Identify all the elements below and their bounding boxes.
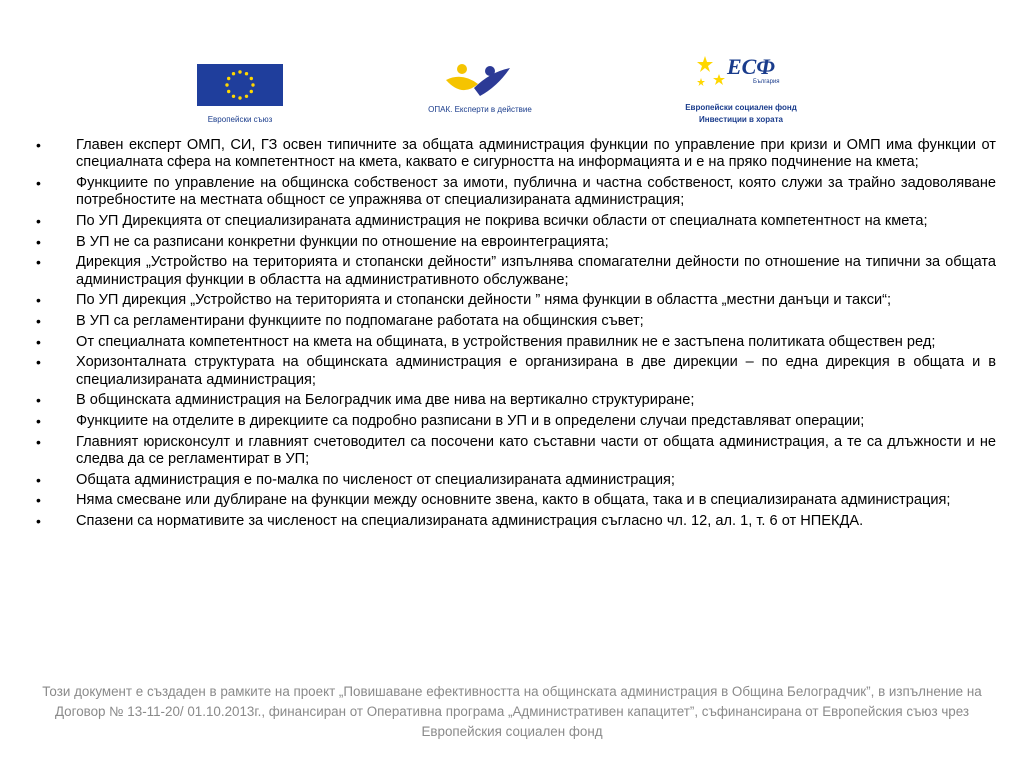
esf-logo <box>668 52 814 125</box>
esf-caption-line1: Европейски социален фонд <box>685 103 797 112</box>
bullet-text: От специалната компетентност на кмета на общината, в устройствения правилник не е застъпена политиката обществен ред; <box>76 333 936 350</box>
list-item <box>34 137 996 172</box>
list-item <box>34 313 996 330</box>
bullet-text: Функциите по управление на общинска собственост за имоти, публична и частна собственост, която служи за трайно задоволяване потребностите на местната общност се упражнява от специализираната администрация; <box>76 174 996 209</box>
list-item <box>34 413 996 430</box>
bullet-dot: • <box>36 471 41 488</box>
eu-caption: Европейски съюз <box>207 115 273 124</box>
bullet-list <box>34 137 996 534</box>
logo-header <box>0 0 1024 130</box>
bullet-text: Спазени са нормативите за численост на специализираната администрация съгласно чл. 12, ал. 1, т. 6 от НПЕКДА. <box>76 513 864 530</box>
eu-star-icon <box>250 90 253 93</box>
opak-caption: ОПАК. Експерти в действие <box>428 105 532 114</box>
esf-mark: ЕСФ <box>727 54 776 79</box>
list-item <box>34 292 996 309</box>
bullet-text: По УП Дирекцията от специализираната администрация не покрива всички области от специалната компетентност на кмета; <box>76 212 928 229</box>
list-item <box>34 492 996 509</box>
esf-sub: България <box>753 79 780 85</box>
bullet-dot: • <box>36 492 41 509</box>
eu-star-icon <box>238 96 241 99</box>
list-item <box>34 513 996 530</box>
footer-note: Този документ е създаден в рамките на проект „Повишаване ефективността на общинската администрация в Община Белоградчик”, в изпълнение на Договор № 13-11-20/ 01.10.2013г., финансиран от Оперативна програма „Административен капацитет”, съфинансирана от Европейския съюз чрез Европейския социален фонд <box>42 684 982 739</box>
bullet-text: Главен експерт ОМП, СИ, ГЗ освен типичните за общата администрация функции по управление при кризи и ОМП има функции от специалната сфера на компетентност на кмета, каквато е сигурността на информацията и е на пряко подчинение на кмета; <box>76 137 996 171</box>
bullet-dot: • <box>36 392 41 409</box>
list-item <box>34 354 996 389</box>
list-item <box>34 254 996 289</box>
eu-star-icon <box>232 72 235 75</box>
esf-caption-line2: Инвестиции в хората <box>699 115 783 124</box>
eu-flag-icon <box>197 64 283 106</box>
opak-logo <box>405 58 555 115</box>
bullet-dot: • <box>36 212 41 229</box>
list-item <box>34 334 996 351</box>
bullet-dot: • <box>36 313 41 330</box>
eu-star-icon <box>227 90 230 93</box>
bullet-text: Дирекция „Устройство на територията и стопански дейности” изпълнява спомагателни дейности по отношение на типични за общата администрация функции в областта на административното обслужване; <box>76 254 996 288</box>
eu-star-icon <box>227 77 230 80</box>
bullet-text: В общинската администрация на Белоградчик има две нива на вертикално структуриране; <box>76 392 695 409</box>
bullet-dot: • <box>36 174 41 191</box>
eu-star-icon <box>232 95 235 98</box>
bullet-text: Няма смесване или дублиране на функции между основните звена, както в общата, така и в специализираната администрация; <box>76 492 951 509</box>
eu-star-icon <box>245 95 248 98</box>
bullet-dot: • <box>36 513 41 530</box>
bullet-dot: • <box>36 137 41 153</box>
list-item <box>34 434 996 469</box>
list-item <box>34 472 996 489</box>
bullet-dot: • <box>36 254 41 271</box>
bullet-text: В УП не са разписани конкретни функции по отношение на евроинтеграцията; <box>76 233 609 250</box>
bullet-text: По УП дирекция „Устройство на територията и стопански дейности ” няма функции в областта „местни данъци и такси“; <box>76 292 892 309</box>
esf-stars-icon <box>691 52 791 96</box>
bullet-dot: • <box>36 354 41 371</box>
eu-star-icon <box>225 83 228 86</box>
bullet-text: Общата администрация е по-малка по численост от специализираната администрация; <box>76 471 675 488</box>
bullet-dot: • <box>36 413 41 430</box>
bullet-text: Хоризонталната структурата на общинската администрация е организирана в две дирекции – по една дирекция в общата и в специализираната администрация; <box>76 354 996 388</box>
list-item <box>34 213 996 230</box>
bullet-text: Главният юрисконсулт и главният счетоводител са посочени като съставни части от общата администрация, а те са длъжности и не следва да се регламентират в УП; <box>76 433 996 468</box>
eu-star-icon <box>251 83 254 86</box>
list-item <box>34 392 996 409</box>
eu-logo <box>196 64 284 125</box>
eu-star-icon <box>238 70 241 73</box>
bullet-text: В УП са регламентирани функциите по подпомагане работата на общинския съвет; <box>76 313 644 330</box>
list-item <box>34 175 996 210</box>
bullet-text: Функциите на отделите в дирекциите са подробно разписани в УП и в определени случаи представляват операции; <box>76 413 865 430</box>
bullet-dot: • <box>36 433 41 450</box>
opak-people-icon <box>440 58 520 98</box>
bullet-dot: • <box>36 292 41 309</box>
eu-star-icon <box>245 72 248 75</box>
list-item <box>34 234 996 251</box>
bullet-dot: • <box>36 233 41 250</box>
eu-star-icon <box>250 77 253 80</box>
bullet-dot: • <box>36 333 41 350</box>
